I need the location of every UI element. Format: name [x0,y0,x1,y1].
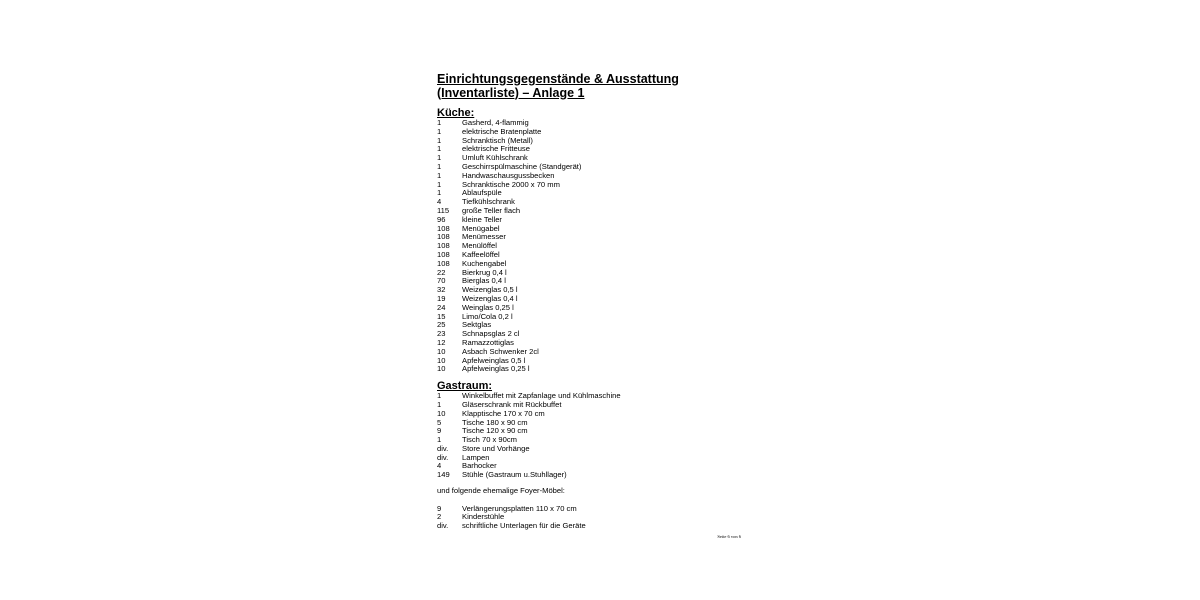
item-name: Schnapsglas 2 cl [462,329,520,339]
item-name: Asbach Schwenker 2cl [462,346,539,356]
item-quantity: div. [437,443,449,453]
item-name: Apfelweinglas 0,5 l [462,355,526,365]
item-name: Weinglas 0,25 l [462,302,514,312]
inventory-list-kueche [437,119,743,374]
item-name: Limo/Cola 0,2 l [462,311,513,321]
item-name: Kaffeelöffel [462,249,500,259]
item-quantity: 22 [437,267,446,277]
item-name: Bierkrug 0,4 l [462,267,507,277]
item-name: Menülöffel [462,241,497,251]
section-heading-gastraum: Gastraum: [437,380,493,393]
item-name: kleine Teller [462,214,502,224]
item-name: elektrische Fritteuse [462,144,530,154]
inventory-list-gastraum [437,392,743,480]
item-quantity: 96 [437,214,446,224]
item-name: Handwaschausgussbecken [462,170,555,180]
item-quantity: 1 [437,135,442,145]
item-name: Kuchengabel [462,258,507,268]
item-quantity: 19 [437,293,446,303]
item-quantity: 1 [437,153,442,163]
item-quantity: 10 [437,355,446,365]
item-name: große Teller flach [462,205,521,215]
item-quantity: 1 [437,179,442,189]
item-quantity: div. [437,521,449,531]
item-quantity: 149 [437,470,450,480]
item-quantity: 108 [437,232,450,242]
item-name: Winkelbuffet mit Zapfanlage und Kühlmaschine [462,391,621,401]
item-quantity: 10 [437,364,446,374]
item-quantity: 4 [437,461,442,471]
item-quantity: 1 [437,435,442,445]
item-name: Weizenglas 0,4 l [462,293,518,303]
item-name: Geschirrspülmaschine (Standgerät) [462,161,582,171]
item-quantity: 1 [437,399,442,409]
item-quantity: 70 [437,276,446,286]
item-name: Lampen [462,452,490,462]
document-page [437,73,743,531]
item-name: elektrische Bratenplatte [462,126,542,136]
item-quantity: 1 [437,188,442,198]
item-name: Stühle (Gastraum u.Stuhllager) [462,470,567,480]
item-name: Tische 180 x 90 cm [462,417,528,427]
item-name: Umluft Kühlschrank [462,153,528,163]
item-name: Barhocker [462,461,497,471]
item-quantity: 2 [437,512,442,522]
item-quantity: 1 [437,126,442,136]
item-name: Verlängerungsplatten 110 x 70 cm [462,503,577,513]
item-name: Weizenglas 0,5 l [462,285,518,295]
item-name: Schranktisch (Metall) [462,135,533,145]
item-quantity: 4 [437,197,442,207]
item-quantity: 1 [437,170,442,180]
item-name: Store und Vorhänge [462,443,530,453]
item-quantity: 24 [437,302,446,312]
item-name: Kinderstühle [462,512,505,522]
item-name: Ramazzottiglas [462,337,514,347]
item-name: Bierglas 0,4 l [462,276,506,286]
item-name: Menügabel [462,223,500,233]
list-item [437,365,743,374]
item-name: schriftliche Unterlagen für die Geräte [462,521,586,531]
item-quantity: 10 [437,408,446,418]
item-quantity: 32 [437,285,446,295]
item-name: Tische 120 x 90 cm [462,426,528,436]
item-quantity: 108 [437,249,450,259]
page-number: Seite 6 von 6 [717,534,741,539]
item-quantity: 108 [437,258,450,268]
item-quantity: 15 [437,311,446,321]
item-name: Sektglas [462,320,492,330]
item-name: Klapptische 170 x 70 cm [462,408,545,418]
item-name: Menümesser [462,232,506,242]
item-quantity: 12 [437,337,446,347]
list-item [437,471,743,480]
item-quantity: 10 [437,346,446,356]
item-quantity: 1 [437,161,442,171]
item-quantity: 1 [437,391,442,401]
item-quantity: 9 [437,503,442,513]
item-name: Tisch 70 x 90cm [462,435,518,445]
item-quantity: 108 [437,223,450,233]
foyer-note: und folgende ehemalige Foyer-Möbel: [437,486,565,496]
item-quantity: 108 [437,241,450,251]
item-name: Schranktische 2000 x 70 mm [462,179,560,189]
document-title: Einrichtungsgegenstände & Ausstattung (Inventarliste) – Anlage 1 [437,72,679,100]
item-name: Ablaufspüle [462,188,502,198]
item-quantity: 115 [437,205,450,215]
list-item [437,522,743,531]
inventory-list-foyer [437,505,743,531]
item-name: Apfelweinglas 0,25 l [462,364,530,374]
item-name: Tiefkühlschrank [462,197,515,207]
item-quantity: 9 [437,426,442,436]
item-quantity: 1 [437,144,442,154]
section-heading-kueche: Küche: [437,107,475,119]
item-quantity: 25 [437,320,446,330]
item-quantity: 23 [437,329,446,339]
item-name: Gasherd, 4-flammig [462,118,529,127]
item-quantity: 1 [437,118,442,127]
item-quantity: 5 [437,417,442,427]
item-name: Gläserschrank mit Rückbuffet [462,399,562,409]
item-quantity: div. [437,452,449,462]
